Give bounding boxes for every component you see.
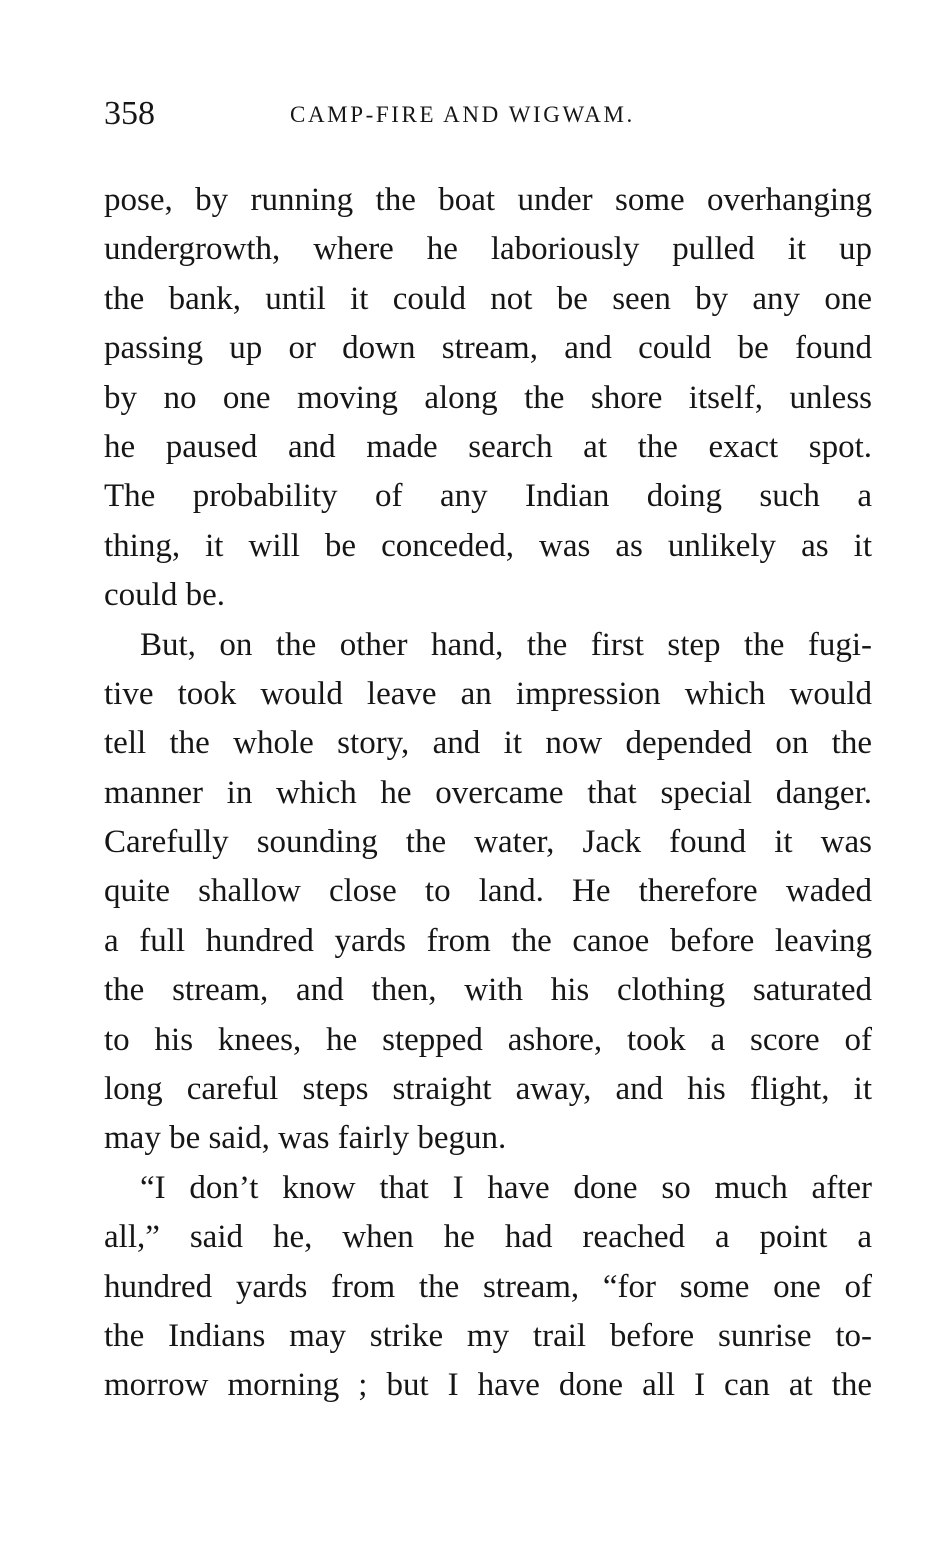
text-line: long careful steps straight away, and his flight, it bbox=[104, 1071, 872, 1108]
running-title: CAMP-FIRE AND WIGWAM. bbox=[290, 102, 635, 127]
page-number: 358 bbox=[104, 95, 155, 132]
text-line: hundred yards from the stream, “for some one of bbox=[104, 1268, 872, 1305]
text-line: could be. bbox=[104, 577, 225, 614]
text-line: manner in which he overcame that special danger. bbox=[104, 774, 872, 811]
text-line: may be said, was fairly begun. bbox=[104, 1120, 507, 1157]
text-line: Carefully sounding the water, Jack found it was bbox=[104, 824, 872, 861]
text-line: the stream, and then, with his clothing saturated bbox=[104, 972, 872, 1009]
text-line: pose, by running the boat under some overhanging bbox=[104, 182, 872, 218]
text-line: to his knees, he stepped ashore, took a score of bbox=[104, 1021, 872, 1058]
text-line: “I don’t know that I have done so much after bbox=[140, 1169, 872, 1206]
body-text bbox=[104, 176, 872, 1411]
text-line: morrow morning ; but I have done all I can at the bbox=[104, 1367, 872, 1404]
text-line: passing up or down stream, and could be found bbox=[104, 330, 872, 367]
text-line: quite shallow close to land. He therefore waded bbox=[104, 873, 872, 910]
text-line: undergrowth, where he laboriously pulled it up bbox=[104, 231, 872, 268]
text-line: thing, it will be conceded, was as unlikely as it bbox=[104, 527, 872, 564]
text-line: The probability of any Indian doing such a bbox=[104, 478, 872, 515]
text-line: by no one moving along the shore itself, unless bbox=[104, 379, 872, 416]
text-line: tell the whole story, and it now depended on the bbox=[104, 725, 872, 762]
text-line: a full hundred yards from the canoe before leaving bbox=[104, 922, 872, 959]
text-line: all,” said he, when he had reached a point a bbox=[104, 1219, 872, 1256]
text-line: the bank, until it could not be seen by any one bbox=[104, 280, 872, 317]
text-line: he paused and made search at the exact spot. bbox=[104, 428, 872, 465]
running-head bbox=[104, 94, 870, 134]
text-line: But, on the other hand, the first step the fugi- bbox=[140, 626, 872, 663]
text-line: tive took would leave an impression which would bbox=[104, 675, 872, 712]
text-line: the Indians may strike my trail before sunrise to- bbox=[104, 1317, 872, 1354]
